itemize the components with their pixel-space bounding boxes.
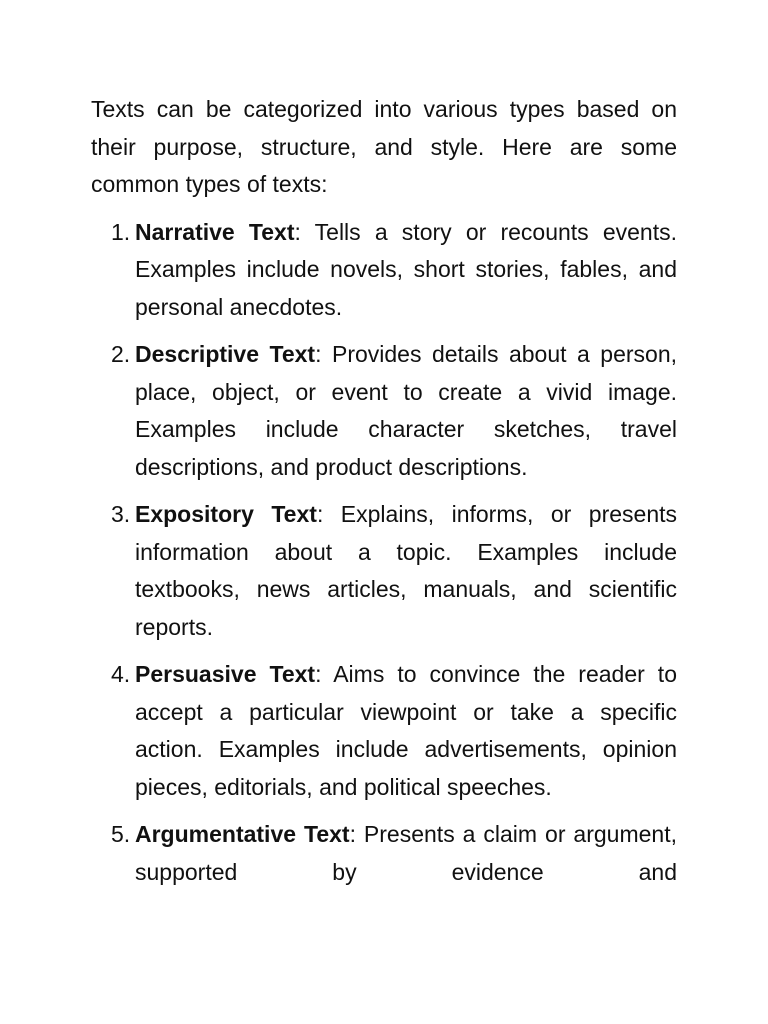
item-term: Expository Text: [135, 501, 317, 527]
text-types-list: [91, 214, 677, 892]
item-number: 5.: [111, 821, 131, 847]
list-item: [91, 336, 677, 486]
list-item: [91, 816, 677, 891]
item-number: 2.: [111, 341, 131, 367]
item-description: : Explains, informs, or presents information about a topic. Examples include textbooks, news articles, manuals, and scientific reports.: [135, 501, 678, 640]
item-description: : Presents a claim or argument, supported by evidence and: [135, 821, 677, 885]
list-item: [91, 496, 677, 646]
item-term: Descriptive Text: [135, 341, 316, 367]
list-item: [91, 656, 677, 806]
item-description: : Tells a story or recounts events. Examples include novels, short stories, fables, and personal anecdotes.: [135, 218, 678, 320]
item-number: 4.: [111, 661, 131, 687]
list-item: [91, 214, 677, 327]
document-body: [91, 91, 677, 891]
item-term: Persuasive Text: [135, 661, 316, 687]
intro-paragraph: Texts can be categorized into various types based on their purpose, structure, and style. Here are some common types of texts:: [91, 96, 677, 197]
item-description: : Aims to convince the reader to accept a particular viewpoint or take a specific action. Examples include advertisements, opinion pieces, editorials, and political speeches.: [135, 661, 677, 800]
item-description: : Provides details about a person, place, object, or event to create a vivid image. Examples include character sketches, travel descriptions, and product descriptions.: [135, 341, 678, 480]
item-term: Narrative Text: [135, 218, 295, 245]
item-number: 3.: [111, 501, 131, 527]
item-term: Argumentative Text: [135, 821, 350, 847]
item-number: 1.: [111, 218, 131, 245]
